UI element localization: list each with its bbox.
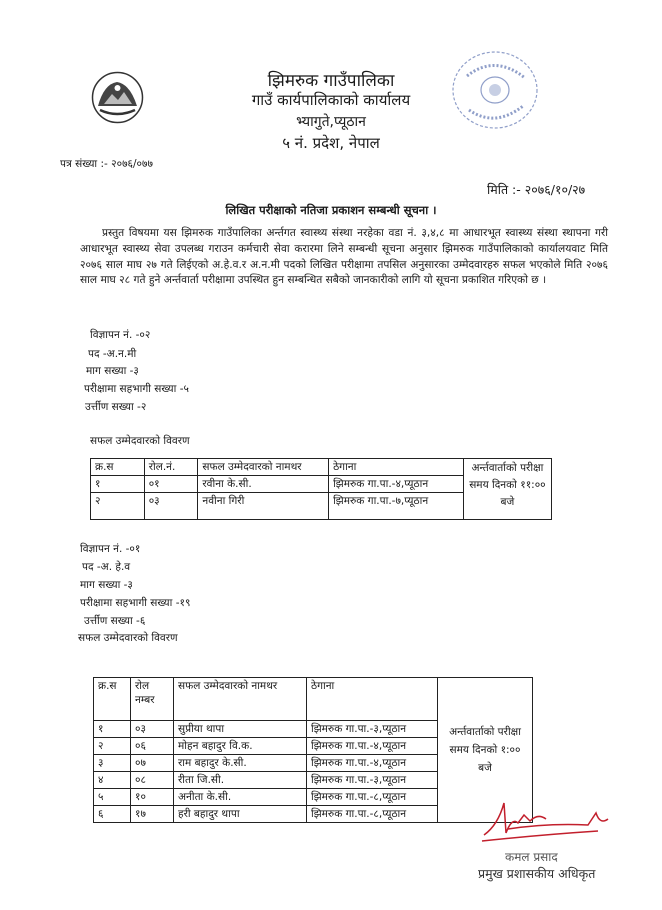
table-cell: ०३: [144, 493, 198, 520]
interview-time-note: अर्न्तवार्ताको परीक्षा समय दिनको १:०० बजे: [438, 678, 533, 823]
section1-table: [90, 458, 552, 520]
table-cell: झिमरुक गा.पा.-३,प्यूठान: [307, 721, 438, 738]
table-cell: ०६: [131, 738, 174, 755]
table-cell: अनीता के.सी.: [174, 789, 307, 806]
section1-ad-no: विज्ञापन नं. -०२: [90, 329, 151, 341]
table-cell: झिमरुक गा.पा.-७,प्यूठान: [329, 493, 464, 520]
table-header: रोल नम्बर: [131, 678, 174, 721]
province-name: ५ नं. प्रदेश, नेपाल: [282, 134, 380, 152]
section1-participants: परीक्षामा सहभागी सख्या -५: [84, 383, 189, 395]
table-cell: ६: [94, 806, 131, 823]
section1-list-title: सफल उम्मेदवारको विवरण: [90, 435, 190, 447]
table-cell: नवीना गिरी: [198, 493, 329, 520]
table-header: ठेगाना: [329, 459, 464, 476]
table-cell: झिमरुक गा.पा.-८,प्यूठान: [307, 789, 438, 806]
section2-table: [93, 677, 533, 823]
table-cell: ०१: [144, 476, 198, 493]
table-header-row: [91, 459, 552, 476]
table-cell: १०: [131, 789, 174, 806]
signatory-title: प्रमुख प्रशासकीय अधिकृत: [478, 866, 596, 881]
table-cell: ३: [94, 755, 131, 772]
table-cell: हरी बहादुर थापा: [174, 806, 307, 823]
section2-post: पद -अ. हे.व: [82, 561, 131, 573]
table-cell: मोहन बहादुर वि.क.: [174, 738, 307, 755]
interview-time-note: अर्न्तवार्ताको परीक्षा समय दिनको ११:०० बजे: [463, 459, 551, 520]
section2-demand: माग सख्या -३: [80, 579, 133, 591]
table-cell: २: [94, 738, 131, 755]
table-header: रोल.नं.: [144, 459, 198, 476]
section2-participants: परीक्षामा सहभागी सख्या -१९: [80, 597, 191, 609]
table-cell: रीता जि.सी.: [174, 772, 307, 789]
section2-list-title: सफल उम्मेदवारको विवरण: [78, 632, 178, 644]
table-cell: ५: [94, 789, 131, 806]
table-header: ठेगाना: [307, 678, 438, 721]
table-cell: झिमरुक गा.पा.-३,प्यूठान: [307, 772, 438, 789]
reference-number: पत्र संख्या :- २०७६/०७७: [60, 158, 153, 170]
table-cell: झिमरुक गा.पा.-४,प्यूठान: [307, 738, 438, 755]
table-cell: झिमरुक गा.पा.-८,प्यूठान: [307, 806, 438, 823]
table-header: क्र.स: [94, 678, 131, 721]
table-cell: झिमरुक गा.पा.-४,प्यूठान: [307, 755, 438, 772]
section2-ad-no: विज्ञापन नं. -०१: [80, 543, 141, 555]
table-cell: ४: [94, 772, 131, 789]
section1-demand: माग सख्या -३: [86, 365, 139, 377]
table-cell: १: [94, 721, 131, 738]
municipality-name: झिमरुक गाउँपालिका: [267, 71, 395, 91]
section1-post: पद -अ.न.मी: [88, 348, 137, 360]
table-cell: १७: [131, 806, 174, 823]
office-name: गाउँ कार्यपालिकाको कार्यालय: [251, 91, 411, 109]
section1-passed: उर्त्तीण सख्या -२: [85, 401, 147, 413]
letter-date: मिति :- २०७६/१०/२७: [487, 182, 586, 197]
table-cell: १: [91, 476, 145, 493]
table-header: क्र.स: [91, 459, 145, 476]
signatory-name: कमल प्रसाद: [505, 850, 558, 864]
table-cell: २: [91, 493, 145, 520]
table-cell: सुप्रीया थापा: [174, 721, 307, 738]
table-header-row: [94, 678, 533, 721]
table-cell: ०७: [131, 755, 174, 772]
notice-body: प्रस्तुत विषयमा यस झिमरुक गाउँपालिका अर्न्तगत स्वास्थ्य संस्था नरहेका वडा नं. ३,४,८ मा आधारभूत स्वास्थ्य संस्था स्थापना गरी आधारभूत स्वास्थ्य सेवा उपलब्ध गराउन कर्मचारी सेवा करारमा लिने सम्बन्धी सूचना अनुसार झिमरुक गाउँपालिकाको कार्यालयवाट मिति २०७६ साल माघ २७ गते लिईएको अ.हे.व.र अ.न.मी पदको लिखित परीक्षामा तपसिल अनुसारका उम्मेदवारहरु सफल भएकोले मिति २०७६ साल माघ २८ गते हुने अर्न्तवार्ता परीक्षामा उपस्थित हुन सम्बन्धित सबैको जानकारीको लागि यो सूचना प्रकाशित गरिएको छ ।: [80, 227, 608, 287]
table-header: सफल उम्मेदवारको नामथर: [198, 459, 329, 476]
table-cell: ०३: [131, 721, 174, 738]
office-location: भ्यागुते,प्यूठान: [296, 114, 366, 130]
table-cell: रवीना के.सी.: [198, 476, 329, 493]
table-cell: राम बहादुर के.सी.: [174, 755, 307, 772]
table-cell: ०८: [131, 772, 174, 789]
table-cell: झिमरुक गा.पा.-४,प्यूठान: [329, 476, 464, 493]
table-header: सफल उम्मेदवारको नामथर: [174, 678, 307, 721]
section2-passed: उर्त्तीण सख्या -६: [84, 615, 146, 627]
notice-subject: लिखित परीक्षाको नतिजा प्रकाशन सम्बन्धी सूचना ।: [225, 203, 437, 217]
signature-scribble: [478, 795, 618, 845]
